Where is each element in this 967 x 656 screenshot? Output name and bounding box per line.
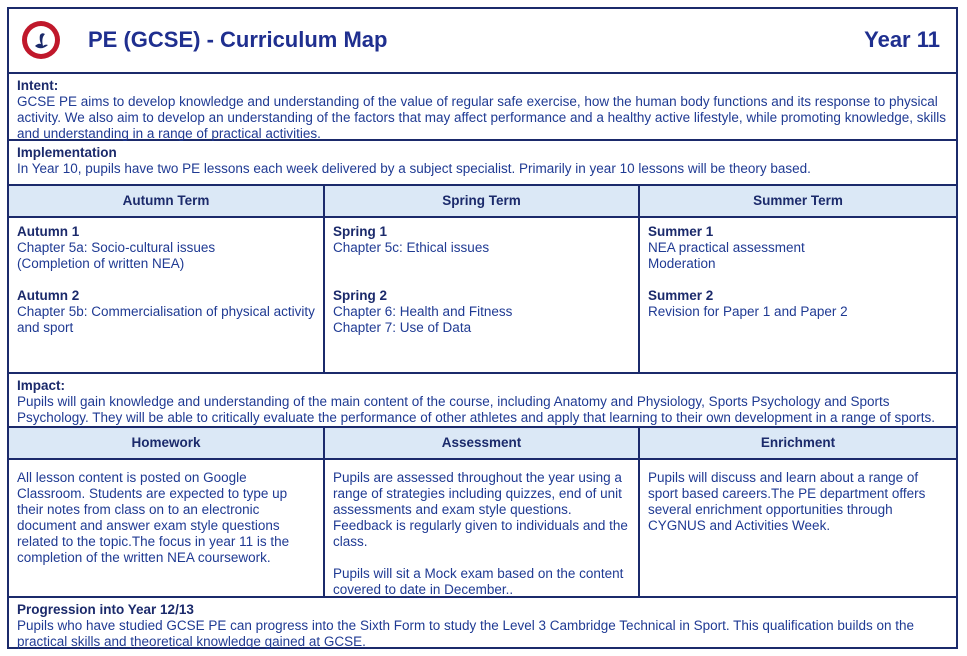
summer-term-header: Summer Term bbox=[640, 186, 956, 218]
header bbox=[9, 9, 956, 74]
autumn1-line: Chapter 5a: Socio-cultural issues bbox=[17, 240, 216, 255]
enrichment-header: Enrichment bbox=[640, 428, 956, 460]
spring1-line: Chapter 5c: Ethical issues bbox=[333, 240, 490, 255]
homework-column bbox=[9, 428, 325, 596]
summer2-line: Revision for Paper 1 and Paper 2 bbox=[648, 304, 848, 319]
assessment-mock-text: Pupils will sit a Mock exam based on the content covered to date in December.. bbox=[333, 566, 624, 597]
autumn1-title: Autumn 1 bbox=[17, 224, 80, 239]
spring2-line: Chapter 6: Health and Fitness bbox=[333, 304, 513, 319]
spring-term-header: Spring Term bbox=[325, 186, 638, 218]
spring1-title: Spring 1 bbox=[333, 224, 388, 239]
page-title: PE (GCSE) - Curriculum Map bbox=[88, 27, 388, 52]
enrichment-text: Pupils will discuss and learn about a range of sport based careers.The PE department offers several enrichment opportunities through CYGNUS and Activities Week. bbox=[648, 470, 926, 533]
implementation-text: In Year 10, pupils have two PE lessons each week delivered by a subject specialist. Primarily in year 10 lessons will be theory based. bbox=[17, 161, 811, 176]
terms-section bbox=[9, 186, 956, 374]
spring2-line: Chapter 7: Use of Data bbox=[333, 320, 472, 335]
progression-text: Pupils who have studied GCSE PE can progress into the Sixth Form to study the Level 3 Cambridge Technical in Sport. This qualification builds on the practical skills and theoretical knowledge gained at GCSE. bbox=[17, 618, 914, 649]
summer1-line: NEA practical assessment bbox=[648, 240, 805, 255]
summer-column bbox=[640, 186, 956, 372]
intent-section bbox=[9, 74, 956, 141]
curriculum-map bbox=[7, 7, 958, 649]
intent-label: Intent: bbox=[17, 78, 59, 93]
assessment-text: Pupils are assessed throughout the year using a range of strategies including quizzes, end of unit assessments and exam style questions. Feedback is regularly given to individuals and the class. bbox=[333, 470, 628, 549]
spring2-title: Spring 2 bbox=[333, 288, 388, 303]
summer2-title: Summer 2 bbox=[648, 288, 714, 303]
autumn1-line: (Completion of written NEA) bbox=[17, 256, 185, 271]
school-swan-logo-icon bbox=[21, 20, 61, 60]
impact-text: Pupils will gain knowledge and understanding of the main content of the course, including Anatomy and Physiology, Sports Psychology and Sports Psychology. They will be able to critically evaluate the performance of other athletes and apply that learning to their own development in a range of sports. bbox=[17, 394, 936, 425]
summer1-line: Moderation bbox=[648, 256, 716, 271]
assessment-header: Assessment bbox=[325, 428, 638, 460]
homework-text: All lesson content is posted on Google Classroom. Students are expected to type up their notes from class on to an electronic document and answer exam style questions related to the topic.The focus in year 11 is the completion of the written NEA coursework. bbox=[17, 470, 290, 565]
implementation-label: Implementation bbox=[17, 145, 117, 160]
autumn-term-header: Autumn Term bbox=[9, 186, 323, 218]
year-label: Year 11 bbox=[864, 27, 940, 52]
implementation-section bbox=[9, 141, 956, 186]
progression-label: Progression into Year 12/13 bbox=[17, 602, 194, 617]
autumn2-line: Chapter 5b: Commercialisation of physical activity and sport bbox=[17, 304, 315, 335]
autumn2-title: Autumn 2 bbox=[17, 288, 80, 303]
impact-section bbox=[9, 374, 956, 428]
homework-header: Homework bbox=[9, 428, 323, 460]
enrichment-column bbox=[640, 428, 956, 596]
summer1-title: Summer 1 bbox=[648, 224, 714, 239]
extras-section bbox=[9, 428, 956, 598]
spring-column bbox=[325, 186, 640, 372]
intent-text: GCSE PE aims to develop knowledge and understanding of the value of regular safe exercise, how the human body functions and its response to physical activity. We also aim to develop an understanding of the factors that may affect performance and a healthy active lifestyle, while promoting knowledge, skills and understanding in a range of practical activities. bbox=[17, 94, 946, 141]
progression-section bbox=[9, 598, 956, 647]
autumn-column bbox=[9, 186, 325, 372]
assessment-column bbox=[325, 428, 640, 596]
impact-label: Impact: bbox=[17, 378, 66, 393]
